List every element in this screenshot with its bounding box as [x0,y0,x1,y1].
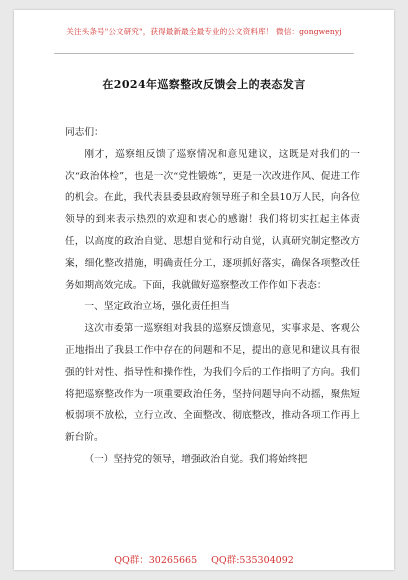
paragraph: 刚才，巡察组反馈了巡察情况和意见建议，这既是对我们的一次“政治体检”，也是一次“党性锻炼”，更是一次改进作风、促进工作的机会。在此，我代表县委县政府领导班子和全县10万人民，向各位领导的到来表示热烈的欢迎和衷心的感谢！我们将切实扛起主体责任，以高度的政治自觉、思想自觉和行动自觉，认真研究制定整改方案，细化整改措施，明确责任分工，逐项抓好落实，确保各项整改任务如期高效完成。下面，我就做好巡察整改工作作如下表态： [65,148,360,291]
subsection-heading: （一）坚持党的领导，增强政治自觉。我们将始终把 [84,453,308,465]
paragraph: 这次市委第一巡察组对我县的巡察反馈意见，实事求是、客观公正地指出了我县工作中存在的问题和不足，提出的意见和建议具有很强的针对性、指导性和操作性，为我们今后的工作指明了方向。我们将把巡察整改作为一项重要政治任务，坚持问题导向不动摇，聚焦短板弱项不放松，立行立改、全面整改、彻底整改，推动各项工作再上新台阶。 [65,323,360,444]
section-heading: 一、坚定政治立场，强化责任担当 [84,301,230,313]
salutation: 同志们： [65,127,104,138]
document-title: 在2024年巡察整改反馈会上的表态发言 [102,78,306,91]
footer-qq-group-1: QQ群：30265665 [114,555,198,566]
document-body [65,122,360,471]
header-divider [54,53,354,54]
footer-qq-group-2: QQ群:535304092 [211,555,294,566]
document-page [14,10,394,570]
header-promo-text: 关注头条号"公文研究"，获得最新最全最专业的公文资料库！ 微信：gongwenyj [66,27,342,36]
footer-contact [14,552,394,566]
